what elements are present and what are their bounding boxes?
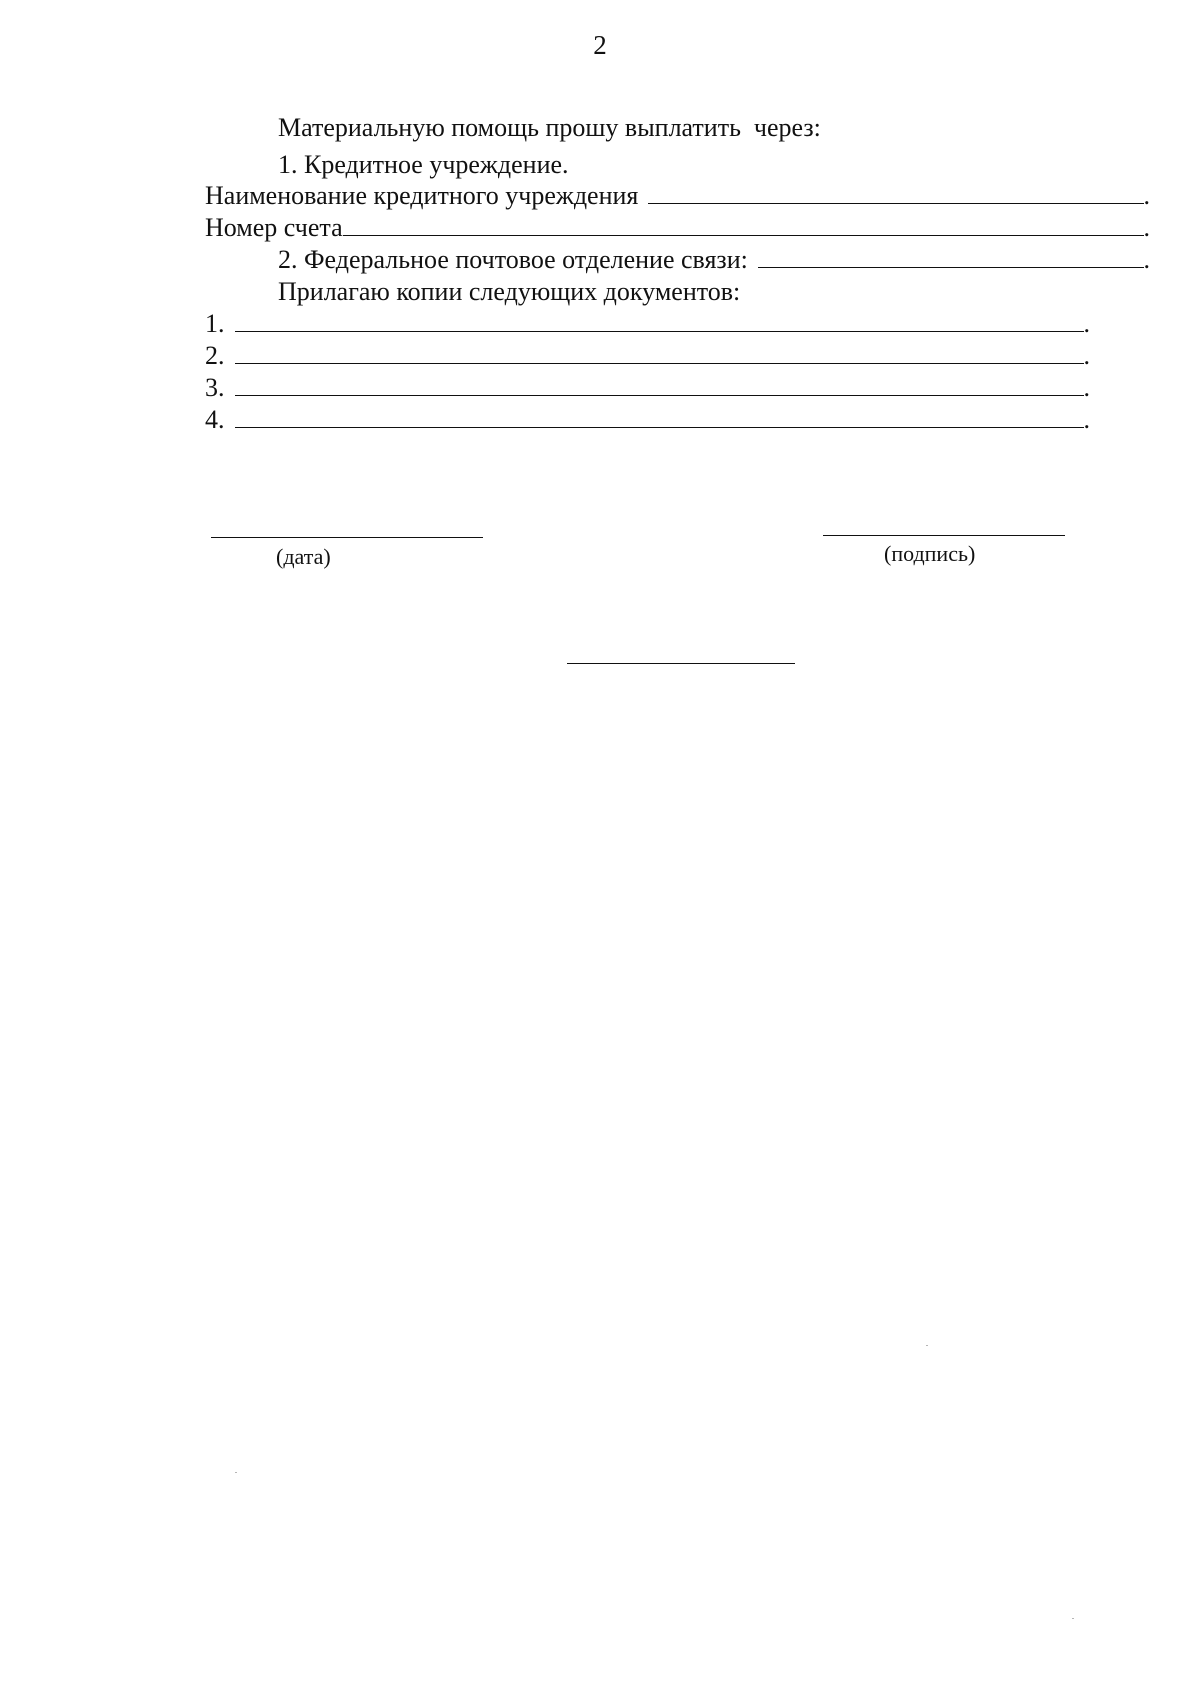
payment-intro [278, 112, 821, 144]
option-bank [278, 149, 569, 181]
attachment-row-3 [205, 372, 1090, 404]
account-row [205, 212, 1150, 244]
account-label: Номер счета [205, 213, 343, 242]
attachment-period: . [1083, 405, 1090, 434]
bank-name-row [205, 180, 1150, 212]
post-office-field[interactable] [758, 266, 1144, 268]
attachment-row-1 [205, 308, 1090, 340]
end-separator [567, 663, 795, 664]
signature-caption: (подпись) [884, 541, 976, 566]
attachment-field[interactable] [235, 330, 1084, 332]
option-bank-text: 1. Кредитное учреждение. [278, 150, 569, 179]
attachment-period: . [1083, 309, 1090, 338]
post-period: . [1143, 245, 1150, 274]
attachment-period: . [1083, 341, 1090, 370]
attachment-period: . [1083, 373, 1090, 402]
attachment-number: 3. [205, 373, 225, 402]
attachment-row-2 [205, 340, 1090, 372]
attachment-field[interactable] [235, 394, 1084, 396]
attachment-number: 4. [205, 405, 225, 434]
scan-speck [1072, 1618, 1074, 1619]
date-caption: (дата) [276, 544, 331, 569]
payment-intro-text: Материальную помощь прошу выплатить через: [278, 113, 821, 142]
account-field[interactable] [343, 234, 1144, 236]
scan-speck [926, 1345, 928, 1346]
post-label: 2. Федеральное почтовое отделение связи: [278, 245, 748, 274]
bank-name-period: . [1143, 181, 1150, 210]
page-number: 2 [593, 30, 607, 60]
bank-name-field[interactable] [648, 202, 1143, 204]
attachment-row-4 [205, 404, 1090, 436]
signature-field[interactable] [823, 535, 1065, 536]
attachment-number: 2. [205, 341, 225, 370]
attachment-field[interactable] [235, 362, 1084, 364]
date-field[interactable] [211, 537, 483, 538]
attachments-intro-text: Прилагаю копии следующих документов: [278, 277, 741, 306]
post-row [278, 244, 1150, 276]
account-period: . [1143, 213, 1150, 242]
attachments-intro [278, 276, 740, 308]
attachment-number: 1. [205, 309, 225, 338]
bank-name-label: Наименование кредитного учреждения [205, 181, 639, 210]
attachment-field[interactable] [235, 426, 1084, 428]
scan-speck [235, 1472, 237, 1473]
